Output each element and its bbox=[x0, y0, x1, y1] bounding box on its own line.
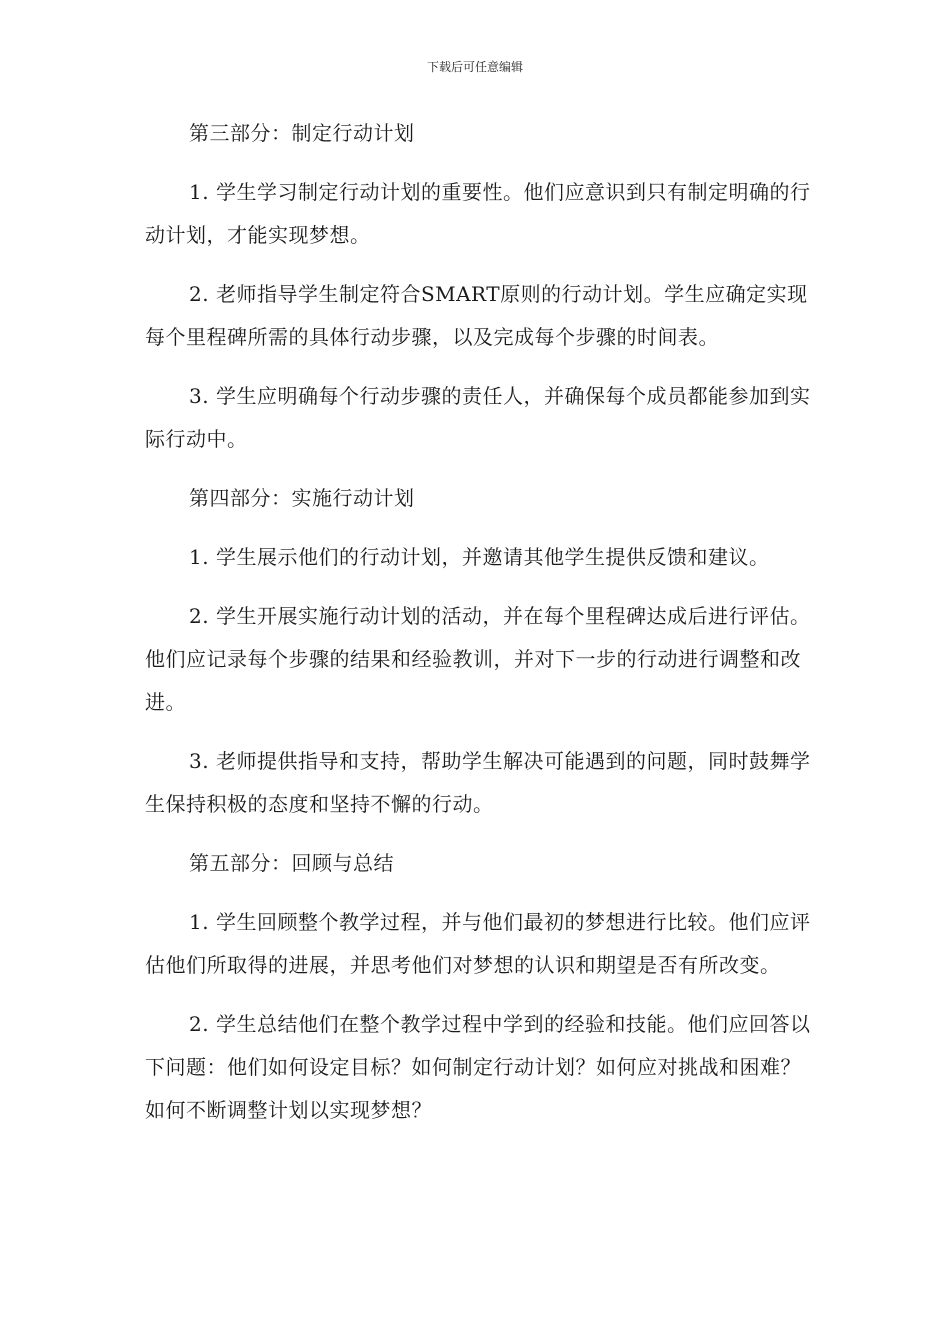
paragraph: 3. 老师提供指导和支持，帮助学生解决可能遇到的问题，同时鼓舞学生保持积极的态度和坚持不懈的行动。 bbox=[145, 749, 811, 816]
paragraph: 2. 学生总结他们在整个教学过程中学到的经验和技能。他们应回答以下问题：他们如何设定目标？如何制定行动计划？如何应对挑战和困难？如何不断调整计划以实现梦想？ bbox=[145, 1012, 811, 1122]
paragraph: 2. 老师指导学生制定符合SMART原则的行动计划。学生应确定实现每个里程碑所需的具体行动步骤，以及完成每个步骤的时间表。 bbox=[145, 282, 808, 349]
paragraph: 2. 学生开展实施行动计划的活动，并在每个里程碑达成后进行评估。他们应记录每个步骤的结果和经验教训，并对下一步的行动进行调整和改进。 bbox=[145, 604, 811, 714]
paragraph: 1. 学生回顾整个教学过程，并与他们最初的梦想进行比较。他们应评估他们所取得的进展，并思考他们对梦想的认识和期望是否有所改变。 bbox=[145, 910, 811, 977]
paragraph: 1. 学生学习制定行动计划的重要性。他们应意识到只有制定明确的行动计划，才能实现梦想。 bbox=[145, 180, 811, 247]
paragraph: 1. 学生展示他们的行动计划，并邀请其他学生提供反馈和建议。 bbox=[189, 545, 770, 569]
paragraph: 3. 学生应明确每个行动步骤的责任人，并确保每个成员都能参加到实际行动中。 bbox=[145, 384, 811, 451]
section-heading-3: 第三部分：制定行动计划 bbox=[189, 121, 415, 145]
section-heading-4: 第四部分：实施行动计划 bbox=[189, 486, 415, 510]
document-body bbox=[145, 112, 815, 1148]
section-heading-5: 第五部分：回顾与总结 bbox=[189, 851, 394, 875]
header-note: 下载后可任意编辑 bbox=[426, 60, 523, 74]
